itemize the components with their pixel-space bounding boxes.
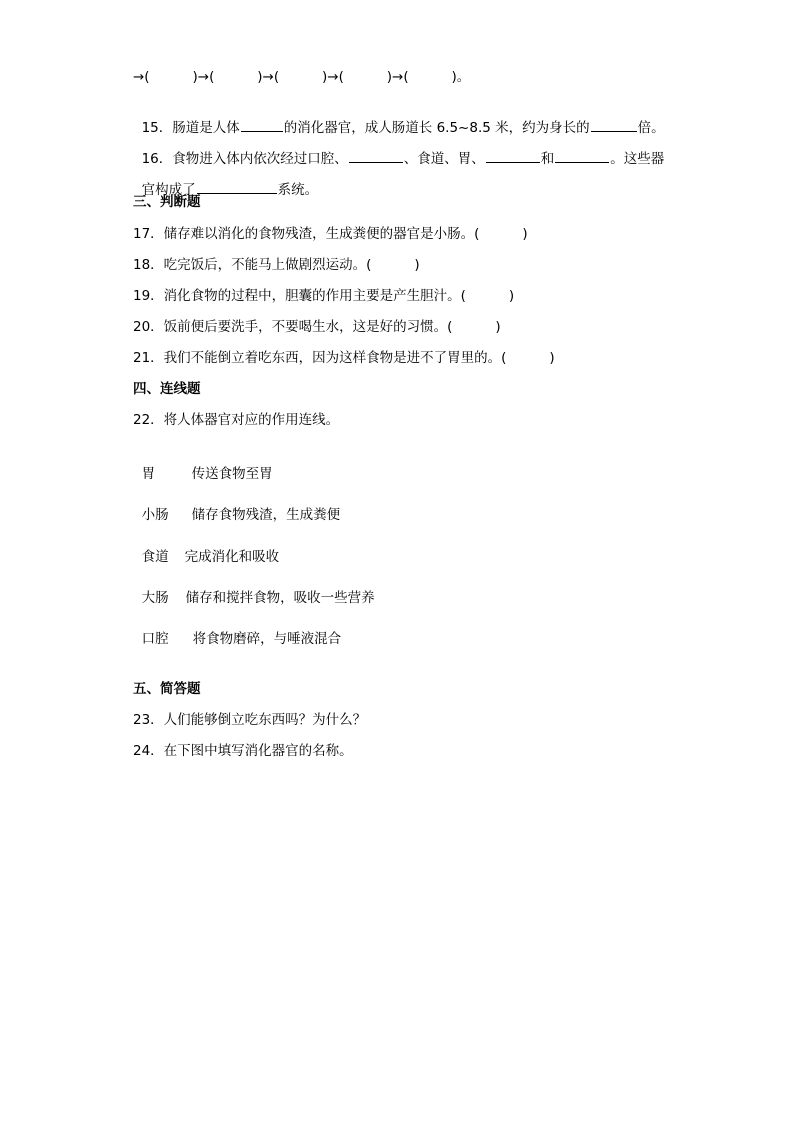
judge-item: 17．储存难以消化的食物残渣，生成粪便的器官是小肠。( )	[133, 226, 528, 242]
matching-row	[133, 447, 273, 483]
judge-item: 19．消化食物的过程中，胆囊的作用主要是产生胆汁。( )	[133, 288, 515, 304]
q15-text-b: 的消化器官，成人肠道长 6.5~8.5 米，约为身长的	[283, 120, 590, 136]
section-3-heading: 三、判断题	[133, 194, 201, 210]
q16-blank-4	[197, 180, 277, 194]
q15-text-a: 15．肠道是人体	[141, 120, 240, 136]
matching-organ: 大肠	[141, 590, 169, 606]
section-4-heading: 四、连线题	[133, 381, 201, 397]
matching-function: 将食物磨碎，与唾液混合	[192, 631, 342, 647]
matching-organ: 胃	[141, 466, 156, 482]
judge-item: 21．我们不能倒立着吃东西，因为这样食物是进不了胃里的。( )	[133, 350, 555, 366]
matching-function: 储存食物残渣，生成粪便	[191, 507, 341, 523]
judge-item: 20．饭前便后要洗手，不要喝生水，这是好的习惯。( )	[133, 319, 501, 335]
q16-blank-1	[349, 149, 403, 163]
q16-text-a: 16．食物进入体内依次经过口腔、	[141, 151, 348, 167]
matching-function: 储存和搅拌食物，吸收一些营养	[185, 590, 375, 606]
matching-organ: 口腔	[141, 631, 169, 647]
q16-text-b: 、食道、胃、	[403, 151, 485, 167]
q15-text-c: 倍。	[637, 120, 665, 136]
matching-organ: 小肠	[141, 507, 169, 523]
matching-function: 完成消化和吸收	[184, 549, 280, 565]
matching-organ: 食道	[141, 549, 169, 565]
matching-function: 传送食物至胃	[191, 466, 273, 482]
q16-text-f: 系统。	[277, 182, 319, 198]
matching-row	[133, 612, 341, 648]
question-24: 24．在下图中填写消化器官的名称。	[133, 743, 353, 759]
q14-tail: →( )→( )→( )→( )→( )。	[133, 69, 471, 85]
q15-blank-1	[241, 118, 283, 132]
q16-text-e: 官构成了	[141, 182, 196, 198]
question-23: 23．人们能够倒立吃东西吗？为什么？	[133, 712, 367, 728]
q15-blank-2	[591, 118, 637, 132]
matching-row	[133, 530, 279, 566]
judge-item: 18．吃完饭后，不能马上做剧烈运动。( )	[133, 257, 420, 273]
question-22: 22．将人体器官对应的作用连线。	[133, 412, 340, 428]
matching-row	[133, 571, 375, 607]
q16-blank-3	[555, 149, 609, 163]
matching-row	[133, 488, 340, 524]
q16-blank-2	[486, 149, 540, 163]
section-5-heading: 五、简答题	[133, 681, 201, 697]
q16-text-d: 。这些器	[610, 151, 665, 167]
q16-text-c: 和	[540, 151, 555, 167]
